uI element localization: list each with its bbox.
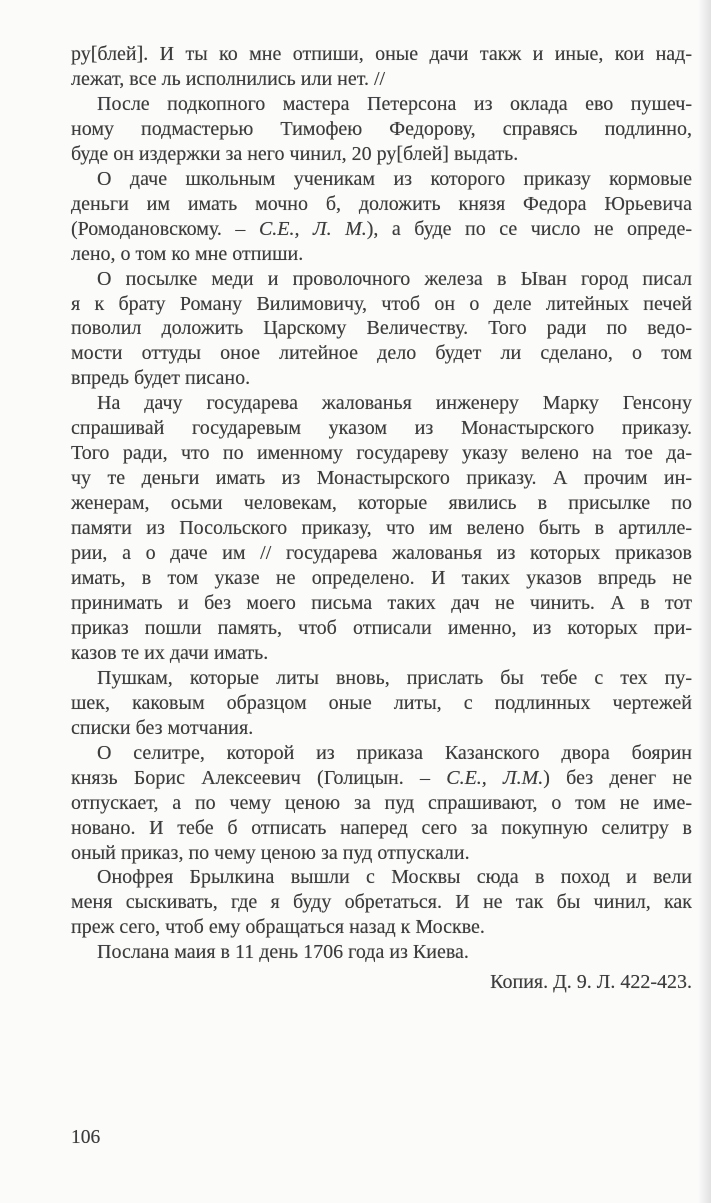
text-line: деньги им имать мочно б, доложить князя Федора Юрьевича [71, 192, 692, 215]
text-line: шек, каковым образцом оные литы, с подлинных чертежей [71, 691, 692, 714]
text-line: впредь будет писано. [71, 367, 251, 390]
text-line: имать, в том указе не определено. И таких указов впредь не [71, 567, 692, 590]
text-line: лено, о том ко мне отпиши. [71, 242, 304, 265]
text-line: памяти из Посольского приказу, что им велено быть в артилле- [71, 517, 692, 540]
text-line: ру[блей]. И ты ко мне отпиши, оные дачи такж и иные, кои над- [71, 43, 692, 65]
text-line: О даче школьным ученикам из которого приказу кормовые [97, 167, 692, 190]
text-line [71, 217, 692, 242]
text-line: преж сего, чтоб ему обращаться назад к Москве. [71, 916, 485, 939]
text-line: оный приказ, по чему ценою за пуд отпускали. [71, 841, 470, 864]
paragraph [71, 42, 692, 92]
text-line: поволил доложить Царскому Величеству. Того ради по ведо- [71, 317, 692, 340]
text-line: спрашивай государевым указом из Монастырского приказу. [71, 417, 692, 440]
paragraph [71, 865, 692, 940]
text-line: женерам, осьми человекам, которые явились в присылке по [71, 492, 692, 515]
text-line: рии, а о даче им // государева жалованья из которых приказов [71, 542, 692, 565]
text-line: принимать и без моего письма таких дач не чинить. А в тот [71, 591, 692, 614]
text-line: буде он издержки за него чинил, 20 ру[блей] выдать. [71, 142, 519, 165]
text-line: приказ пошли память, чтоб отписали именно, из которых при- [71, 616, 692, 639]
editorial-initials: С.Е., Л.М. [446, 766, 544, 789]
text-line: лежат, все ль исполнились или нет. // [71, 67, 386, 90]
text-line: я к брату Роману Вилимовичу, чтоб он о деле литейных печей [71, 292, 692, 315]
text-line: казов те их дачи имать. [71, 641, 269, 664]
text-line: О посылке меди и проволочного железа в Ыван город писал [97, 267, 692, 290]
page-edge-shadow [698, 0, 711, 1203]
paragraph [71, 940, 692, 965]
text-line: меня сыскивать, где я буду обретаться. И не так бы чинил, как [71, 891, 692, 914]
text-line [71, 766, 692, 791]
page-number: 106 [71, 1127, 101, 1148]
text-line: чу те деньги имать из Монастырского приказу. А прочим ин- [71, 467, 692, 490]
text-segment: (Ромодановскому. – [71, 217, 259, 240]
paragraph [71, 666, 692, 741]
text-line: списки без мотчания. [71, 716, 254, 739]
text-block [71, 42, 692, 995]
paragraph [71, 267, 692, 392]
paragraph [71, 92, 692, 167]
paragraph [71, 741, 692, 866]
archival-citation: Копия. Д. 9. Л. 422-423. [490, 971, 692, 994]
paragraph [71, 391, 692, 665]
text-segment: ) без денег не [543, 766, 692, 789]
text-line: Пушкам, которые литы вновь, прислать бы тебе с тех пу- [97, 666, 692, 689]
text-segment: князь Борис Алексеевич (Голицын. – [71, 766, 447, 789]
text-line: После подкопного мастера Петерсона из оклада ево пушеч- [97, 92, 692, 115]
text-line: Онофрея Брылкина вышли с Москвы сюда в поход и вели [97, 866, 692, 889]
paragraph [71, 167, 692, 267]
text-line: Того ради, что по именному государеву указу велено на тое да- [71, 442, 692, 465]
text-line: новано. И тебе б отписать наперед сего за покупную селитру в [71, 816, 692, 839]
editorial-initials: С.Е., Л. М. [258, 217, 367, 240]
text-line: мости оттуды оное литейное дело будет ли сделано, о том [71, 342, 692, 365]
text-line: отпускает, а по чему ценою за пуд спрашивают, о том не име- [71, 791, 692, 814]
text-line: О селитре, которой из приказа Казанского двора боярин [97, 741, 692, 764]
text-line: На дачу государева жалованья инженеру Марку Генсону [97, 392, 692, 415]
text-line: Послана маия в 11 день 1706 года из Киева. [97, 941, 469, 964]
text-segment: ), а буде по се число не опреде- [366, 217, 693, 240]
text-line: ному подмастерью Тимофею Федорову, справясь подлинно, [71, 117, 692, 140]
